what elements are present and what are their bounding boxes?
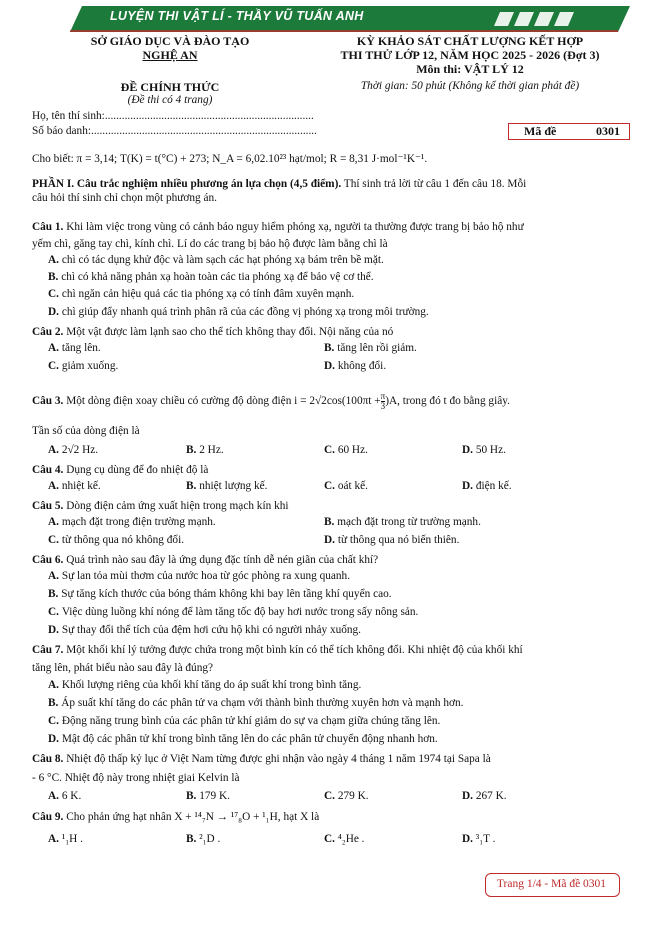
question-number: Câu 5. [32,500,64,512]
q5-option-b[interactable]: B. mạch đặt trong từ trường mạnh. [324,516,481,528]
q5-option-d[interactable]: D. từ thông qua nó biến thiên. [324,534,460,546]
question-3 [32,392,624,411]
question-number: Câu 7. [32,644,64,656]
q4-option-d[interactable]: D. điện kế. [462,480,512,492]
q3-option-b[interactable]: B. 2 Hz. [186,444,224,456]
q8-option-a[interactable]: A. 6 K. [48,790,82,802]
q8-option-b[interactable]: B. 179 K. [186,790,230,802]
q7-option-a[interactable]: A. Khối lượng riêng của khối khí tăng do áp suất khí trong bình tăng. [48,679,362,691]
question-8-text2: - 6 °C. Nhiệt độ này trong nhiệt giai Kelvin là [32,772,240,784]
question-8 [32,751,624,767]
question-text: Một khối khí lý tưởng được chứa trong một bình kín có thể tích không đổi. Khi nhiệt độ của khối khí [63,644,523,656]
part1-instr1: Thí sinh trả lời từ câu 1 đến câu 18. Mỗi [341,178,527,190]
question-9 [32,809,624,825]
question-text: Cho phản ứng hạt nhân [63,811,172,823]
exam-code-value: 0301 [596,124,620,138]
question-7 [32,642,624,658]
q8-option-d[interactable]: D. 267 K. [462,790,507,802]
candidate-id-label: Số báo danh: [32,125,91,137]
question-3-text3: Tần số của dòng điện là [32,425,140,437]
question-1 [32,219,624,235]
part1-title: PHẦN I. Câu trắc nghiệm nhiều phương án lựa chọn (4,5 điểm). [32,178,342,190]
q9-option-b[interactable]: B. ²₁D . [186,833,221,845]
question-text: Một vật được làm lạnh sao cho thể tích không thay đổi. Nội năng của nó [63,326,394,338]
q6-option-b[interactable]: B. Sự tăng kích thước của bóng thám không khi bay lên tầng khí quyển cao. [48,588,392,600]
q3-option-c[interactable]: C. 60 Hz. [324,444,368,456]
question-text-end: , hạt X là [277,811,320,823]
question-text: Quá trình nào sau đây là ứng dụng đặc tính dễ nén giãn của chất khí? [63,554,379,566]
q2-option-b[interactable]: B. tăng lên rồi giảm. [324,342,417,354]
q4-option-a[interactable]: A. nhiệt kế. [48,480,101,492]
candidate-id-row [32,125,317,137]
subject-name: Môn thi: VẬT LÝ 12 [416,62,524,76]
q1-option-a[interactable]: A. chì có tác dụng khử độc và làm sạch các hạt phóng xạ bám trên bề mặt. [48,254,384,266]
question-number: Câu 6. [32,554,64,566]
q8-option-c[interactable]: C. 279 K. [324,790,369,802]
question-7-text2: tăng lên, phát biểu nào sau đây là đúng? [32,662,214,674]
candidate-id-dots: ................................................................................ [91,125,317,137]
q9-option-a[interactable]: A. ¹₁H . [48,833,83,845]
q1-option-d[interactable]: D. chì giúp đẩy nhanh quá trình phân rã của các đồng vị phóng xạ trong môi trường. [48,306,429,318]
q2-option-d[interactable]: D. không đổi. [324,360,387,372]
question-text: Khi làm việc trong vùng có cảnh báo nguy hiểm phóng xạ, người ta thường được trang bị bảo hộ như [63,221,524,233]
question-4 [32,462,624,478]
question-2 [32,324,624,340]
q7-option-c[interactable]: C. Động năng trung bình của các phân tử khí giảm do sự va chạm giữa chúng tăng lên. [48,715,441,727]
q6-option-a[interactable]: A. Sự lan tỏa mùi thơm của nước hoa từ góc phòng ra xung quanh. [48,570,351,582]
part1-instr2: câu hỏi thí sinh chỉ chọn một phương án. [32,192,217,204]
q2-option-c[interactable]: C. giảm xuống. [48,360,119,372]
banner-title: LUYỆN THI VẬT LÍ - THẦY VŨ TUẤN ANH [110,9,364,23]
q7-option-b[interactable]: B. Áp suất khí tăng do các phân tử va chạm với thành bình thường xuyên hơn và mạnh hơn. [48,697,464,709]
current-formula: i = 2√2cos(100πt + [294,395,381,408]
question-text: Dòng điện cảm ứng xuất hiện trong mạch kín khi [63,500,289,512]
pages-note: (Đề thi có 4 trang) [127,94,213,106]
question-number: Câu 2. [32,326,64,338]
question-number: Câu 4. [32,464,64,476]
q6-option-c[interactable]: C. Việc dùng luồng khí nóng để làm tăng tốc độ bay hơi nước trong sấy nông sản. [48,606,419,618]
question-number: Câu 3. [32,395,64,408]
q1-option-b[interactable]: B. chì có khả năng phản xạ hoàn toàn các tia phóng xạ để bảo vệ cơ thể. [48,271,374,283]
q3-option-a[interactable]: A. 2√2 Hz. [48,444,99,456]
q5-option-a[interactable]: A. mạch đặt trong điện trường mạnh. [48,516,216,528]
official-label: ĐỀ CHÍNH THỨC [120,80,220,94]
q9-option-d[interactable]: D. ³₁T . [462,833,496,845]
nuclear-reaction: X + ¹⁴₇N → ¹⁷₈O + ¹₁H [174,811,278,823]
exam-title: KỲ KHẢO SÁT CHẤT LƯỢNG KẾT HỢP [356,34,584,48]
province-name: NGHỆ AN [142,48,198,62]
department-name: SỞ GIÁO DỤC VÀ ĐÀO TẠO [90,34,250,48]
question-text: Dụng cụ dùng để đo nhiệt độ là [63,464,209,476]
exam-subtitle: THI THỬ LỚP 12, NĂM HỌC 2025 - 2026 (Đợt 3) [340,48,600,62]
question-1-text2: yếm chì, găng tay chì, kính chì. Lí do các trang bị bảo hộ được làm bằng chì là [32,238,388,250]
q3-option-d[interactable]: D. 50 Hz. [462,444,506,456]
exam-code-label: Mã đề [524,124,557,138]
q2-option-a[interactable]: A. tăng lên. [48,342,101,354]
question-5 [32,498,624,514]
formula-end: )A, [385,395,400,408]
phase-fraction: $\frac{\pi}{3}$ [380,391,386,411]
q5-option-c[interactable]: C. từ thông qua nó không đổi. [48,534,185,546]
given-constants: Cho biết: π = 3,14; T(K) = t(°C) + 273; N_A = 6,02.10²³ hạt/mol; R = 8,31 J·mol⁻¹K⁻¹. [32,153,428,165]
question-number: Câu 1. [32,221,64,233]
q7-option-d[interactable]: D. Mật độ các phân tử khí trong bình tăng lên do các phân tử chuyển động nhanh hơn. [48,733,438,745]
q4-option-b[interactable]: B. nhiệt lượng kế. [186,480,268,492]
q1-option-c[interactable]: C. chì ngăn cản hiệu quả các tia phóng xạ có tính đâm xuyên mạnh. [48,288,355,300]
time-note: Thời gian: 50 phút (Không kể thời gian phát đề) [360,80,580,92]
question-text-end: trong đó t đo bằng giây. [399,395,510,408]
candidate-name-row [32,110,314,122]
question-text: Nhiệt độ thấp kỷ lục ở Việt Nam từng được ghi nhận vào ngày 4 tháng 1 năm 1974 tại Sapa là [63,753,491,765]
candidate-name-label: Họ, tên thí sinh: [32,110,105,122]
page-footer: Trang 1/4 - Mã đề 0301 [496,878,607,890]
question-number: Câu 8. [32,753,64,765]
candidate-name-dots: .......................................................................... [104,110,314,122]
question-6 [32,552,624,568]
question-number: Câu 9. [32,811,64,823]
q6-option-d[interactable]: D. Sự thay đổi thể tích của đệm hơi cứu hộ khi có người nhảy xuống. [48,624,362,636]
question-text: Một dòng điện xoay chiều có cường độ dòng điện [63,395,292,408]
q9-option-c[interactable]: C. ⁴₂He . [324,833,365,845]
q4-option-c[interactable]: C. oát kế. [324,480,368,492]
